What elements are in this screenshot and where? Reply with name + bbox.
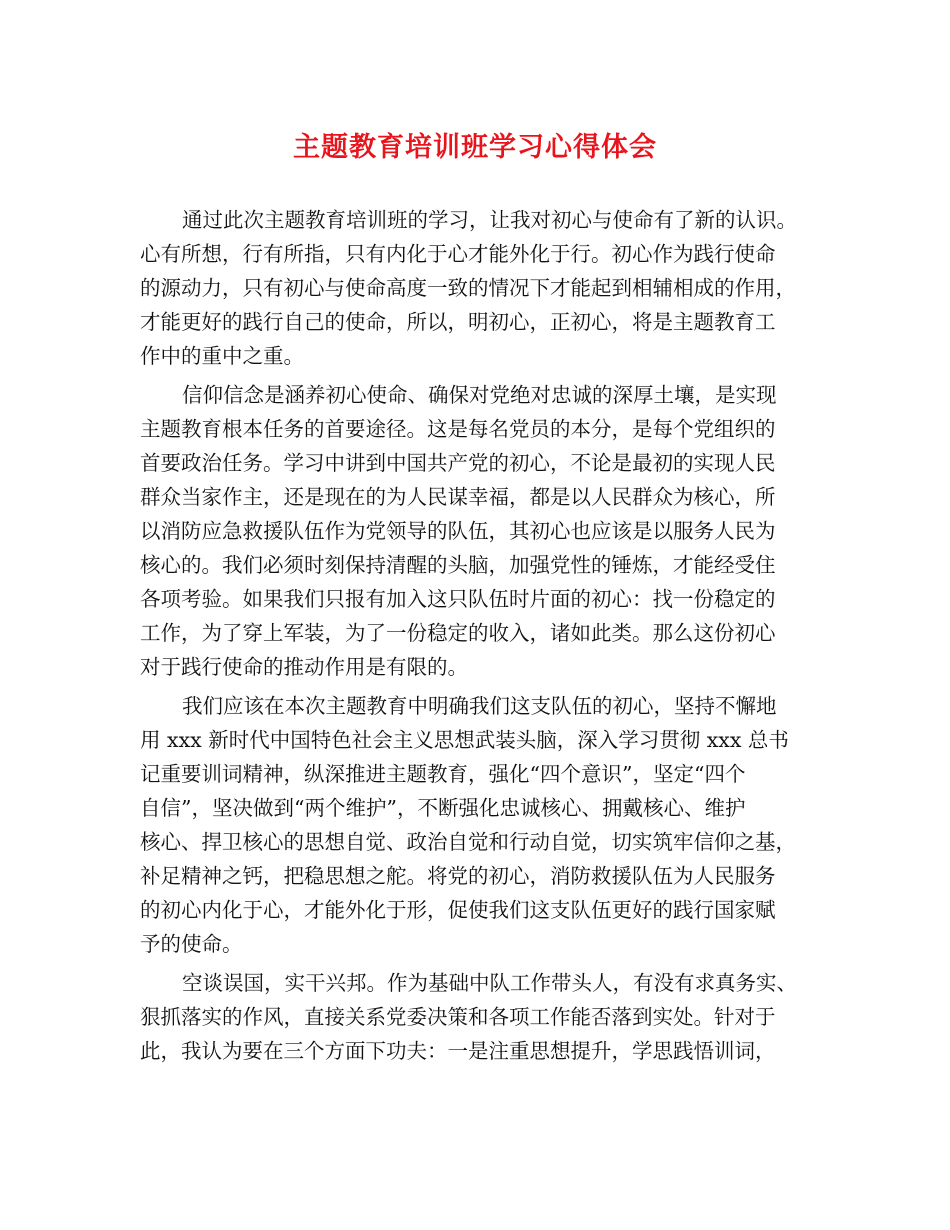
text-line: 记重要训词精神，纵深推进主题教育，强化“四个意识”，坚定“四个 xyxy=(140,762,746,786)
text-line: 用 xxx 新时代中国特色社会主义思想武装头脑，深入学习贯彻 xxx 总书 xyxy=(140,728,789,752)
text-line: 信仰信念是涵养初心使命、确保对党绝对忠诚的深厚土壤，是实现 xyxy=(182,383,777,407)
text-line: 群众当家作主，还是现在的为人民谋幸福，都是以人民群众为核心，所 xyxy=(140,485,776,509)
text-line: 空谈误国，实干兴邦。作为基础中队工作带头人，有没有求真务实、 xyxy=(182,971,797,995)
text-line: 核心的。我们必须时刻保持清醒的头脑，加强党性的锤炼，才能经受住 xyxy=(140,553,776,577)
paragraph xyxy=(140,378,830,684)
text-line: 核心、捍卫核心的思想自觉、政治自觉和行动自觉，切实筑牢信仰之基， xyxy=(140,830,796,854)
paragraph xyxy=(140,966,830,1068)
text-line: 首要政治任务。学习中讲到中国共产党的初心，不论是最初的实现人民 xyxy=(140,451,776,475)
text-line: 的源动力，只有初心与使命高度一致的情况下才能起到相辅相成的作用， xyxy=(140,276,796,300)
text-line: 心有所想，行有所指，只有内化于心才能外化于行。初心作为践行使命 xyxy=(140,242,776,266)
text-line: 以消防应急救援队伍作为党领导的队伍，其初心也应该是以服务人民为 xyxy=(140,519,776,543)
text-line: 予的使命。 xyxy=(140,932,243,956)
text-line: 自信”，坚决做到“两个维护”，不断强化忠诚核心、拥戴核心、维护 xyxy=(140,796,746,820)
text-line: 我们应该在本次主题教育中明确我们这支队伍的初心，坚持不懈地 xyxy=(182,694,777,718)
text-line: 此，我认为要在三个方面下功夫：一是注重思想提升，学思践悟训词， xyxy=(140,1039,776,1063)
document-title: 主题教育培训班学习心得体会 xyxy=(293,132,657,163)
document-body xyxy=(140,203,830,1073)
text-line: 通过此次主题教育培训班的学习，让我对初心与使命有了新的认识。 xyxy=(182,208,797,232)
text-line: 工作，为了穿上军装，为了一份稳定的收入，诸如此类。那么这份初心 xyxy=(140,621,776,645)
text-line: 的初心内化于心，才能外化于形，促使我们这支队伍更好的践行国家赋 xyxy=(140,898,776,922)
text-line: 各项考验。如果我们只报有加入这只队伍时片面的初心：找一份稳定的 xyxy=(140,587,776,611)
text-line: 对于践行使命的推动作用是有限的。 xyxy=(140,655,468,679)
text-line: 作中的重中之重。 xyxy=(140,344,304,368)
text-line: 狠抓落实的作风，直接关系党委决策和各项工作能否落到实处。针对于 xyxy=(140,1005,776,1029)
paragraph xyxy=(140,203,830,373)
text-line: 主题教育根本任务的首要途径。这是每名党员的本分，是每个党组织的 xyxy=(140,417,776,441)
paragraph xyxy=(140,689,830,961)
text-line: 才能更好的践行自己的使命，所以，明初心，正初心，将是主题教育工 xyxy=(140,310,776,334)
text-line: 补足精神之钙，把稳思想之舵。将党的初心，消防救援队伍为人民服务 xyxy=(140,864,776,888)
